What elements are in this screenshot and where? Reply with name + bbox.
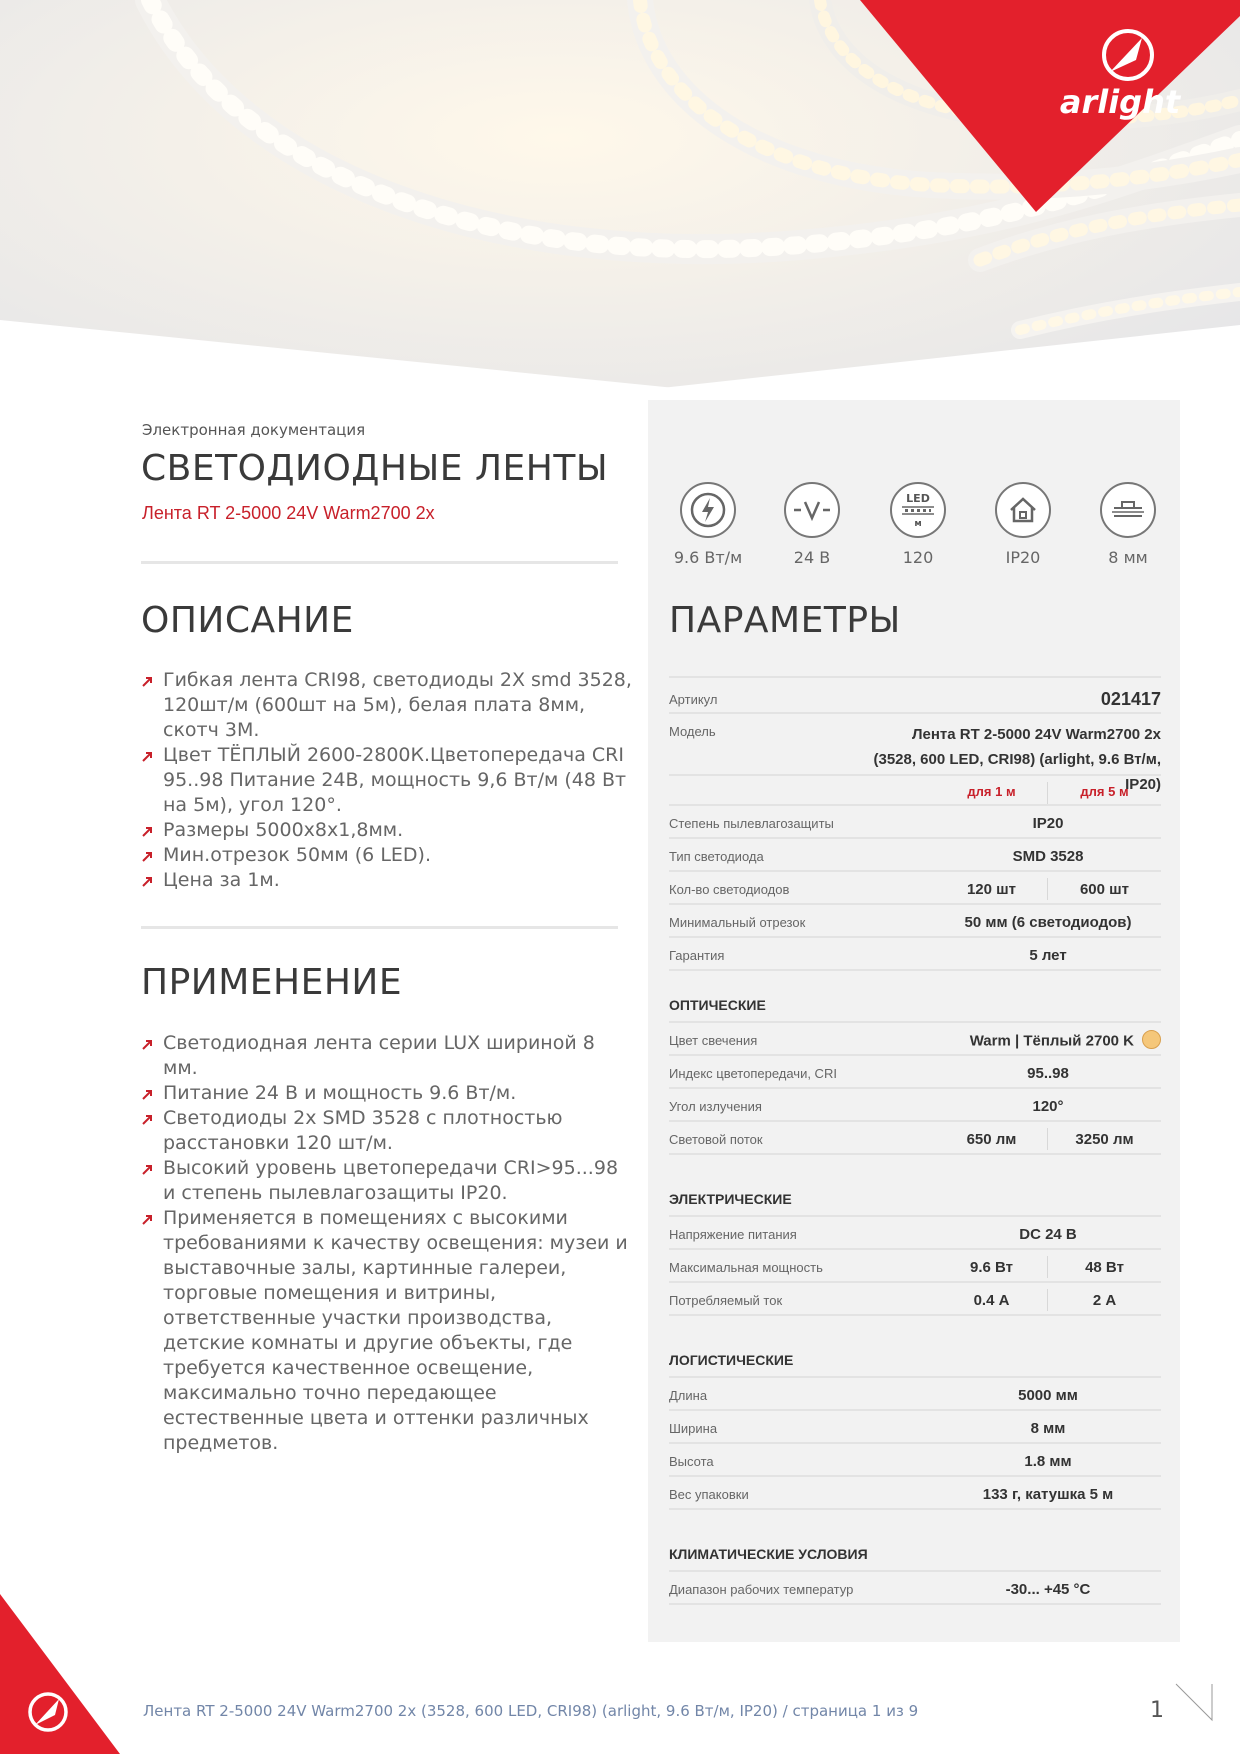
list-item-text: Гибкая лента CRI98, светодиоды 2X smd 3528, 120шт/м (600шт на 5м), белая плата 8мм, скотч 3М. xyxy=(163,669,632,741)
spec-label: Длина xyxy=(669,1388,708,1403)
spec-label: Модель xyxy=(669,724,716,739)
column-head-1m: для 1 м xyxy=(967,784,1016,799)
application-title: ПРИМЕНЕНИЕ xyxy=(141,962,403,1003)
spec-label: Индекс цветопередачи, CRI xyxy=(669,1066,837,1081)
spec-value-5m: 48 Вт xyxy=(1085,1259,1124,1276)
model-line-1: Лента RT 2-5000 24V Warm2700 2x xyxy=(911,726,1161,743)
list-item xyxy=(142,1206,632,1456)
list-item xyxy=(142,1106,632,1156)
spec-value: IP20 xyxy=(1032,815,1064,832)
list-item-text: Цвет ТЁПЛЫЙ 2600-2800К.Цветопередача CRI 95..98 Питание 24В, мощность 9,6 Вт/м (48 Вт на 5м), угол 120°. xyxy=(163,744,627,816)
group-title-electrical xyxy=(669,1155,1161,1217)
spec-value-5m: 600 шт xyxy=(1079,881,1130,898)
led-density-icon xyxy=(890,482,946,538)
red-arrow-icon xyxy=(142,876,153,887)
spec-value: 50 мм (6 светодиодов) xyxy=(964,914,1132,931)
list-item xyxy=(142,1081,632,1106)
list-item-text: Светодиодная лента серии LUX шириной 8 мм. xyxy=(163,1032,595,1079)
spec-row xyxy=(669,1444,1161,1477)
spec-value: DC 24 B xyxy=(1019,1226,1077,1243)
spec-row xyxy=(669,1283,1161,1316)
spec-label: Кол-во светодиодов xyxy=(669,882,790,897)
spec-row xyxy=(669,905,1161,938)
description-list xyxy=(142,668,632,893)
spec-label: Максимальная мощность xyxy=(669,1260,823,1275)
application-list xyxy=(142,1031,632,1456)
spec-row xyxy=(669,1056,1161,1089)
parameters-title: ПАРАМЕТРЫ xyxy=(669,600,901,641)
spec-column-heads xyxy=(669,776,1161,806)
spec-label: Напряжение питания xyxy=(669,1227,797,1242)
icon-label: 8 мм xyxy=(1108,548,1148,567)
spec-value-1m: 0.4 А xyxy=(973,1292,1010,1309)
red-arrow-icon xyxy=(142,1114,153,1125)
icon-label: 24 В xyxy=(793,548,831,567)
feature-led-density xyxy=(870,482,966,567)
spec-label: Вес упаковки xyxy=(669,1487,749,1502)
spec-value: 1.8 мм xyxy=(1024,1453,1072,1470)
feature-power xyxy=(660,482,756,567)
svg-text:м: м xyxy=(914,519,922,529)
group-title-text: ОПТИЧЕСКИЕ xyxy=(669,997,766,1013)
spec-value: 133 г, катушка 5 м xyxy=(982,1486,1114,1503)
list-item xyxy=(142,1031,632,1081)
svg-text:LED: LED xyxy=(906,492,930,505)
red-arrow-icon xyxy=(142,751,153,762)
icon-label: 120 xyxy=(902,548,934,567)
feature-ip-rating xyxy=(975,482,1071,567)
page-title: СВЕТОДИОДНЫЕ ЛЕНТЫ xyxy=(141,448,609,489)
voltage-icon xyxy=(784,482,840,538)
icon-label: IP20 xyxy=(1005,548,1041,567)
list-item-text: Светодиоды 2х SMD 3528 с плотностью расстановки 120 шт/м. xyxy=(163,1107,563,1154)
list-item-text: Размеры 5000х8х1,8мм. xyxy=(163,819,404,841)
brand-logo-text: arlight xyxy=(1059,83,1181,121)
red-arrow-icon xyxy=(142,1089,153,1100)
color-swatch-icon xyxy=(1142,1030,1161,1049)
spec-row xyxy=(669,1477,1161,1510)
red-arrow-icon xyxy=(142,1164,153,1175)
list-item xyxy=(142,743,632,818)
list-item-text: Применяется в помещениях с высокими требованиями к качеству освещения: музеи и выставочные залы, картинные галереи, торговые помещения и витрины, ответственные участки производства, детские комнаты и другие объекты, где требуется качественное освещение, максимально точно передающее естественные цвета и оттенки различных предметов. xyxy=(163,1207,628,1454)
red-arrow-icon xyxy=(142,826,153,837)
spec-label: Диапазон рабочих температур xyxy=(669,1582,854,1597)
spec-row-article xyxy=(669,676,1161,714)
list-item-text: Высокий уровень цветопередачи CRI>95...98 и степень пылевлагозащиты IP20. xyxy=(163,1157,619,1204)
spec-row xyxy=(669,1572,1161,1605)
description-title: ОПИСАНИЕ xyxy=(141,600,354,641)
group-title-logistic xyxy=(669,1316,1161,1378)
red-arrow-icon xyxy=(142,1214,153,1225)
icon-label: 9.6 Вт/м xyxy=(673,548,743,567)
spec-row xyxy=(669,1217,1161,1250)
spec-label: Степень пылевлагозащиты xyxy=(669,816,834,831)
power-icon xyxy=(680,482,736,538)
spec-row xyxy=(669,1411,1161,1444)
spec-row-color xyxy=(669,1023,1161,1056)
divider xyxy=(141,561,618,564)
spec-label: Минимальный отрезок xyxy=(669,915,806,930)
group-title-optical xyxy=(669,971,1161,1023)
specs-table xyxy=(669,676,1161,1605)
red-arrow-icon xyxy=(142,851,153,862)
spec-label: Тип светодиода xyxy=(669,849,764,864)
red-arrow-icon xyxy=(142,1039,153,1050)
doc-kind-label: Электронная документация xyxy=(142,421,366,439)
list-item xyxy=(142,818,632,843)
spec-label: Световой поток xyxy=(669,1132,763,1147)
spec-value-1m: 120 шт xyxy=(966,881,1017,898)
feature-icons xyxy=(660,482,1170,572)
spec-value: 95..98 xyxy=(1027,1065,1069,1082)
list-item xyxy=(142,1156,632,1206)
spec-label: Потребляемый ток xyxy=(669,1293,783,1308)
spec-label: Угол излучения xyxy=(669,1099,762,1114)
group-title-text: ЛОГИСТИЧЕСКИЕ xyxy=(669,1352,794,1368)
color-value: Warm | Тёплый 2700 K xyxy=(969,1032,1134,1050)
group-title-text: КЛИМАТИЧЕСКИЕ УСЛОВИЯ xyxy=(669,1546,868,1562)
footer-caption: Лента RT 2-5000 24V Warm2700 2x (3528, 600 LED, CRI98) (arlight, 9.6 Вт/м, IP20) / страница 1 из 9 xyxy=(143,1702,919,1720)
feature-width xyxy=(1080,482,1176,567)
spec-value-1m: 9.6 Вт xyxy=(969,1259,1013,1276)
feature-voltage xyxy=(764,482,860,567)
spec-row xyxy=(669,1378,1161,1411)
spec-value: 120° xyxy=(1032,1098,1064,1115)
spec-label: Ширина xyxy=(669,1421,718,1436)
width-icon xyxy=(1100,482,1156,538)
spec-label: Высота xyxy=(669,1454,714,1469)
list-item xyxy=(142,843,632,868)
spec-value: 021417 xyxy=(1100,689,1161,709)
list-item xyxy=(142,668,632,743)
spec-label: Гарантия xyxy=(669,948,725,963)
spec-value: 8 мм xyxy=(1030,1420,1066,1437)
spec-value: SMD 3528 xyxy=(1012,848,1084,865)
spec-row xyxy=(669,1122,1161,1155)
spec-row xyxy=(669,872,1161,905)
spec-value-1m: 650 лм xyxy=(966,1131,1017,1148)
brand-corner-logo[interactable] xyxy=(860,0,1240,212)
brand-footer-logo[interactable] xyxy=(0,1594,120,1754)
spec-label: Артикул xyxy=(669,692,718,707)
spec-row xyxy=(669,839,1161,872)
list-item-text: Питание 24 В и мощность 9.6 Вт/м. xyxy=(163,1082,517,1104)
page-corner-decoration xyxy=(1172,1680,1232,1740)
spec-value: -30... +45 °С xyxy=(1005,1581,1091,1598)
product-subtitle: Лента RT 2-5000 24V Warm2700 2x xyxy=(142,503,435,523)
group-title-text: ЭЛЕКТРИЧЕСКИЕ xyxy=(669,1191,792,1207)
spec-row xyxy=(669,806,1161,839)
spec-value xyxy=(901,1032,1161,1051)
spec-value-5m: 3250 лм xyxy=(1075,1131,1134,1148)
red-arrow-icon xyxy=(142,676,153,687)
spec-label: Цвет свечения xyxy=(669,1033,758,1048)
indoor-house-icon xyxy=(995,482,1051,538)
divider xyxy=(141,926,618,929)
page-number: 1 xyxy=(1150,1698,1164,1723)
spec-row xyxy=(669,1089,1161,1122)
list-item-text: Мин.отрезок 50мм (6 LED). xyxy=(163,844,431,866)
spec-value-5m: 2 А xyxy=(1092,1292,1117,1309)
spec-row xyxy=(669,1250,1161,1283)
list-item-text: Цена за 1м. xyxy=(163,869,280,891)
spec-value: 5 лет xyxy=(1029,947,1067,964)
column-head-5m: для 5 м xyxy=(1080,784,1129,799)
group-title-climate xyxy=(669,1510,1161,1572)
list-item xyxy=(142,868,632,893)
spec-value: 5000 мм xyxy=(1018,1387,1078,1404)
model-line-2: (3528, 600 LED, CRI98) (arlight, 9.6 Вт/м, IP20) xyxy=(873,751,1161,793)
spec-row xyxy=(669,938,1161,971)
